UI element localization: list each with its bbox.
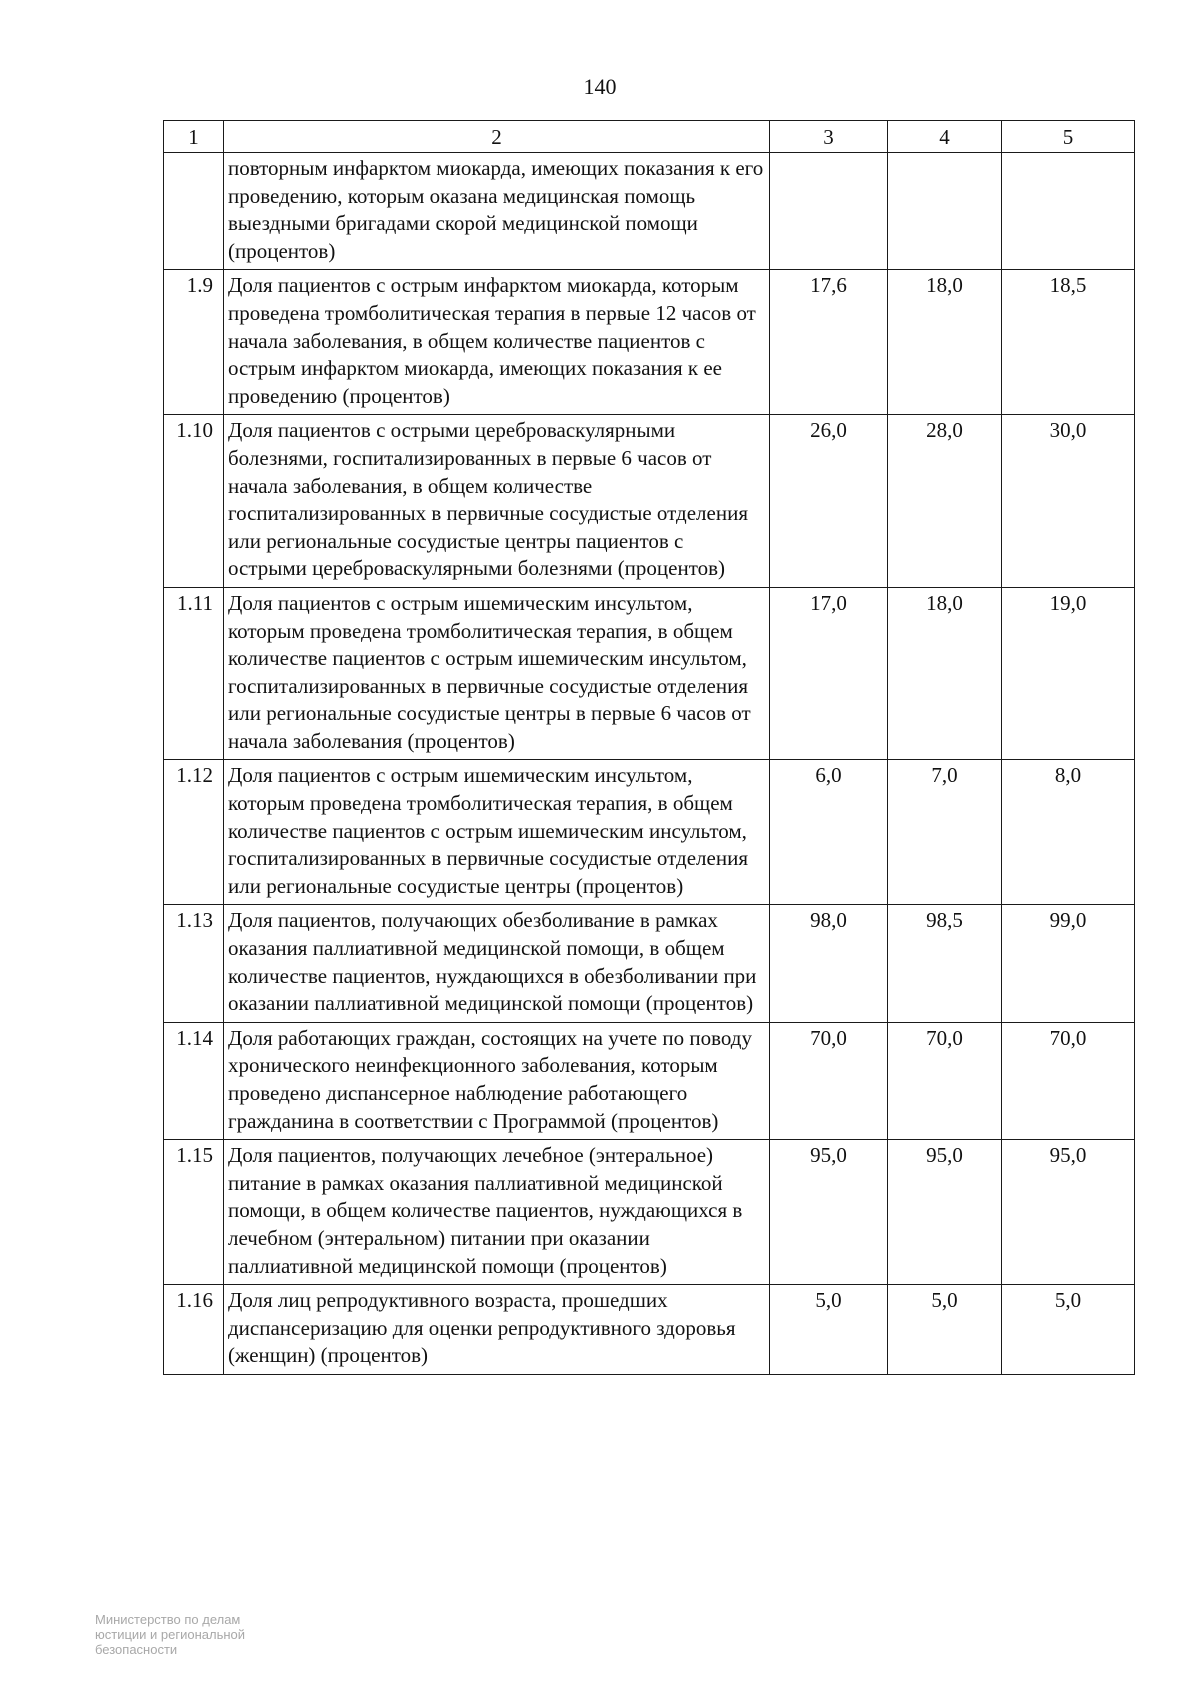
row-value-col3: 26,0 xyxy=(770,415,888,588)
row-number: 1.9 xyxy=(164,270,224,415)
row-number: 1.15 xyxy=(164,1140,224,1285)
row-number: 1.13 xyxy=(164,905,224,1022)
header-col-1: 1 xyxy=(164,121,224,153)
row-description: Доля работающих граждан, состоящих на учете по поводу хронического неинфекционного заболевания, которым проведено диспансерное наблюдение работающего гражданина в соответствии с Программой (процентов) xyxy=(224,1022,770,1139)
row-description: Доля пациентов с острыми цереброваскулярными болезнями, госпитализированных в первые 6 часов от начала заболевания, в общем количестве госпитализированных в первичные сосудистые отделения или региональные сосудистые центры пациентов с острыми цереброваскулярными болезнями (процентов) xyxy=(224,415,770,588)
row-description: Доля пациентов с острым ишемическим инсультом, которым проведена тромболитическая терапия, в общем количестве пациентов с острым ишемическим инсультом, госпитализированных в первичные сосудистые отделения или региональные сосудистые центры (процентов) xyxy=(224,760,770,905)
stamp-line: Министерство по делам xyxy=(95,1612,241,1627)
header-row xyxy=(164,121,1135,153)
row-value-col3: 6,0 xyxy=(770,760,888,905)
row-description: Доля лиц репродуктивного возраста, прошедших диспансеризацию для оценки репродуктивного здоровья (женщин) (процентов) xyxy=(224,1285,770,1375)
row-value-col5: 19,0 xyxy=(1002,587,1135,760)
row-value-col4: 18,0 xyxy=(888,270,1002,415)
row-value-col4: 28,0 xyxy=(888,415,1002,588)
row-value-col5: 30,0 xyxy=(1002,415,1135,588)
header-col-4: 4 xyxy=(888,121,1002,153)
table-row xyxy=(164,1022,1135,1139)
row-value-col5: 95,0 xyxy=(1002,1140,1135,1285)
header-col-2: 2 xyxy=(224,121,770,153)
page-number: 140 xyxy=(583,74,617,99)
row-number xyxy=(164,153,224,270)
stamp-line: юстиции и региональной xyxy=(95,1627,246,1642)
row-value-col4: 95,0 xyxy=(888,1140,1002,1285)
row-value-col5: 18,5 xyxy=(1002,270,1135,415)
row-value-col3 xyxy=(770,153,888,270)
table-row xyxy=(164,153,1135,270)
row-value-col5: 8,0 xyxy=(1002,760,1135,905)
row-value-col3: 17,0 xyxy=(770,587,888,760)
indicators-table xyxy=(163,120,1135,1375)
table-row xyxy=(164,760,1135,905)
row-description: Доля пациентов, получающих лечебное (энтеральное) питание в рамках оказания паллиативной медицинской помощи, в общем количестве пациентов, нуждающихся в лечебном (энтеральном) питании при оказании паллиативной медицинской помощи (процентов) xyxy=(224,1140,770,1285)
table-row xyxy=(164,587,1135,760)
row-number: 1.11 xyxy=(164,587,224,760)
row-description: повторным инфарктом миокарда, имеющих показания к его проведению, которым оказана медицинская помощь выездными бригадами скорой медицинской помощи (процентов) xyxy=(224,153,770,270)
header-col-5: 5 xyxy=(1002,121,1135,153)
table-row xyxy=(164,1285,1135,1375)
stamp-line: безопасности xyxy=(95,1642,178,1657)
registration-stamp xyxy=(95,1612,295,1657)
row-value-col4: 98,5 xyxy=(888,905,1002,1022)
table-row xyxy=(164,270,1135,415)
row-value-col4: 5,0 xyxy=(888,1285,1002,1375)
header-col-3: 3 xyxy=(770,121,888,153)
row-value-col4: 70,0 xyxy=(888,1022,1002,1139)
row-value-col5: 99,0 xyxy=(1002,905,1135,1022)
table-row xyxy=(164,905,1135,1022)
row-value-col3: 95,0 xyxy=(770,1140,888,1285)
row-description: Доля пациентов, получающих обезболивание в рамках оказания паллиативной медицинской помощи, в общем количестве пациентов, нуждающихся в обезболивании при оказании паллиативной медицинской помощи (процентов) xyxy=(224,905,770,1022)
table-row xyxy=(164,1140,1135,1285)
row-value-col5: 5,0 xyxy=(1002,1285,1135,1375)
row-value-col3: 5,0 xyxy=(770,1285,888,1375)
row-number: 1.12 xyxy=(164,760,224,905)
row-number: 1.10 xyxy=(164,415,224,588)
row-number: 1.14 xyxy=(164,1022,224,1139)
row-description: Доля пациентов с острым ишемическим инсультом, которым проведена тромболитическая терапия, в общем количестве пациентов с острым ишемическим инсультом, госпитализированных в первичные сосудистые отделения или региональные сосудистые центры в первые 6 часов от начала заболевания (процентов) xyxy=(224,587,770,760)
row-value-col3: 70,0 xyxy=(770,1022,888,1139)
row-value-col4: 18,0 xyxy=(888,587,1002,760)
row-description: Доля пациентов с острым инфарктом миокарда, которым проведена тромболитическая терапия в первые 12 часов от начала заболевания, в общем количестве пациентов с острым инфарктом миокарда, имеющих показания к ее проведению (процентов) xyxy=(224,270,770,415)
row-value-col5 xyxy=(1002,153,1135,270)
row-value-col3: 17,6 xyxy=(770,270,888,415)
table-row xyxy=(164,415,1135,588)
row-value-col3: 98,0 xyxy=(770,905,888,1022)
row-number: 1.16 xyxy=(164,1285,224,1375)
row-value-col4: 7,0 xyxy=(888,760,1002,905)
row-value-col4 xyxy=(888,153,1002,270)
row-value-col5: 70,0 xyxy=(1002,1022,1135,1139)
